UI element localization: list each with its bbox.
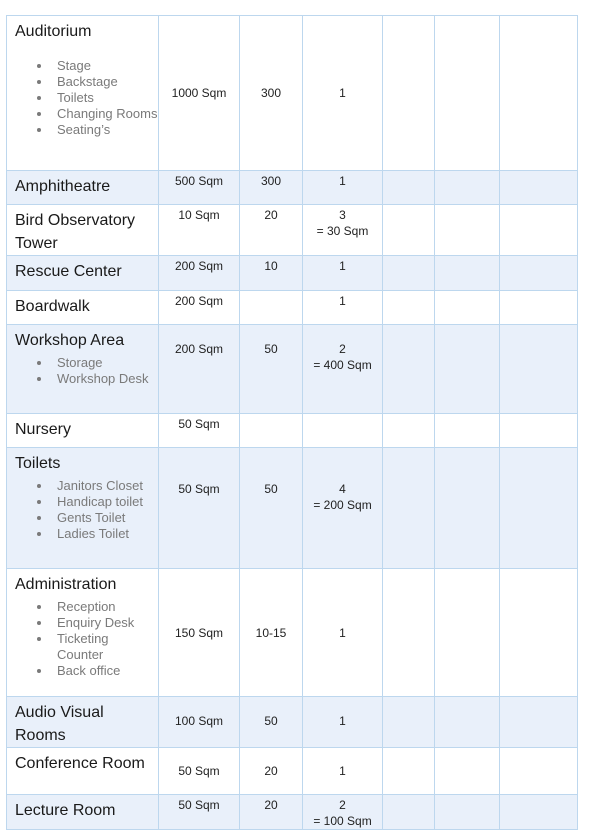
empty-cell bbox=[500, 697, 578, 748]
space-name: Administration bbox=[15, 576, 117, 593]
table-row bbox=[7, 795, 578, 830]
area-cell bbox=[159, 697, 240, 748]
sub-space-item: Handicap toilet bbox=[57, 494, 158, 510]
count-value: 1 bbox=[339, 625, 346, 640]
table-row bbox=[7, 569, 578, 697]
capacity-wrap bbox=[240, 291, 302, 293]
capacity-wrap bbox=[240, 325, 302, 357]
area-cell bbox=[159, 748, 240, 795]
empty-cell bbox=[435, 205, 500, 256]
empty-cell bbox=[383, 256, 435, 291]
sub-space-item: Reception bbox=[57, 599, 158, 615]
sub-space-list bbox=[7, 58, 158, 138]
area-value: 50 Sqm bbox=[178, 764, 220, 778]
area-wrap bbox=[159, 414, 239, 432]
table-row bbox=[7, 171, 578, 205]
space-cell bbox=[7, 256, 159, 291]
empty-cell bbox=[500, 16, 578, 171]
count-value: 1 bbox=[339, 259, 346, 273]
empty-cell bbox=[500, 205, 578, 256]
count-value: 1 bbox=[339, 174, 346, 188]
count-wrap bbox=[303, 795, 382, 829]
sub-space-item: Back office bbox=[57, 663, 158, 679]
space-name: Conference Room bbox=[15, 755, 145, 772]
count-total-value: = 400 Sqm bbox=[313, 358, 372, 372]
capacity-cell bbox=[240, 569, 303, 697]
capacity-cell bbox=[240, 448, 303, 569]
empty-cell bbox=[500, 414, 578, 448]
empty-cell bbox=[500, 171, 578, 205]
count-value: 1 bbox=[339, 764, 346, 778]
space-name: Amphitheatre bbox=[15, 178, 111, 195]
table-row bbox=[7, 16, 578, 171]
area-value: 150 Sqm bbox=[174, 625, 224, 640]
count-wrap bbox=[303, 171, 382, 189]
count-wrap bbox=[303, 448, 382, 513]
count-cell bbox=[303, 325, 383, 414]
count-value: 3 bbox=[339, 208, 346, 222]
count-cell bbox=[303, 171, 383, 205]
capacity-value: 20 bbox=[264, 208, 278, 222]
capacity-wrap bbox=[240, 414, 302, 416]
area-value: 50 Sqm bbox=[178, 417, 220, 431]
count-wrap bbox=[303, 256, 382, 274]
table-row bbox=[7, 256, 578, 291]
area-value: 100 Sqm bbox=[174, 713, 224, 728]
capacity-cell bbox=[240, 16, 303, 171]
empty-cell bbox=[500, 256, 578, 291]
area-wrap bbox=[159, 16, 239, 170]
empty-cell bbox=[383, 291, 435, 325]
empty-cell bbox=[500, 795, 578, 830]
count-total-value: = 100 Sqm bbox=[313, 814, 372, 828]
capacity-wrap bbox=[240, 171, 302, 189]
area-wrap bbox=[159, 569, 239, 696]
count-total-value: = 30 Sqm bbox=[316, 224, 369, 238]
area-cell bbox=[159, 291, 240, 325]
capacity-cell bbox=[240, 205, 303, 256]
area-cell bbox=[159, 414, 240, 448]
count-wrap bbox=[303, 748, 382, 794]
count-cell bbox=[303, 795, 383, 830]
area-wrap bbox=[159, 205, 239, 223]
count-value: 1 bbox=[339, 86, 346, 100]
area-value: 200 Sqm bbox=[174, 294, 224, 308]
count-value: 1 bbox=[339, 713, 346, 728]
sub-space-item: Gents Toilet bbox=[57, 510, 158, 526]
sub-space-list bbox=[7, 355, 158, 387]
capacity-cell bbox=[240, 256, 303, 291]
area-value: 200 Sqm bbox=[174, 342, 224, 356]
sub-space-item: Janitors Closet bbox=[57, 478, 158, 494]
capacity-cell bbox=[240, 795, 303, 830]
table-row bbox=[7, 291, 578, 325]
empty-cell bbox=[383, 748, 435, 795]
count-cell bbox=[303, 291, 383, 325]
count-cell bbox=[303, 748, 383, 795]
count-cell bbox=[303, 16, 383, 171]
area-wrap bbox=[159, 795, 239, 813]
space-cell bbox=[7, 569, 159, 697]
empty-cell bbox=[383, 448, 435, 569]
area-value: 500 Sqm bbox=[174, 174, 224, 188]
area-cell bbox=[159, 795, 240, 830]
capacity-cell bbox=[240, 171, 303, 205]
capacity-value: 10 bbox=[264, 259, 278, 273]
area-wrap bbox=[159, 171, 239, 189]
sub-space-item: Stage bbox=[57, 58, 158, 74]
area-wrap bbox=[159, 291, 239, 309]
sub-space-item: Seating’s bbox=[57, 122, 158, 138]
area-value: 50 Sqm bbox=[178, 798, 220, 812]
capacity-value: 300 bbox=[260, 174, 282, 188]
count-value: 2 bbox=[339, 798, 346, 812]
capacity-wrap bbox=[240, 205, 302, 223]
empty-cell bbox=[500, 291, 578, 325]
table-row bbox=[7, 205, 578, 256]
area-wrap bbox=[159, 697, 239, 744]
count-cell bbox=[303, 569, 383, 697]
empty-cell bbox=[500, 448, 578, 569]
count-cell bbox=[303, 414, 383, 448]
space-cell bbox=[7, 171, 159, 205]
area-wrap bbox=[159, 256, 239, 274]
empty-cell bbox=[435, 748, 500, 795]
empty-cell bbox=[383, 205, 435, 256]
capacity-wrap bbox=[240, 795, 302, 813]
capacity-value: 50 bbox=[264, 713, 278, 728]
space-name: Boardwalk bbox=[15, 298, 90, 315]
empty-cell bbox=[500, 325, 578, 414]
count-value: 1 bbox=[339, 294, 346, 308]
empty-cell bbox=[435, 291, 500, 325]
area-wrap bbox=[159, 448, 239, 497]
empty-cell bbox=[383, 16, 435, 171]
space-cell bbox=[7, 448, 159, 569]
space-cell bbox=[7, 291, 159, 325]
empty-cell bbox=[383, 795, 435, 830]
capacity-cell bbox=[240, 697, 303, 748]
count-wrap bbox=[303, 325, 382, 373]
count-total-value: = 200 Sqm bbox=[313, 498, 372, 512]
count-cell bbox=[303, 448, 383, 569]
count-value: 4 bbox=[339, 482, 346, 496]
empty-cell bbox=[435, 448, 500, 569]
space-cell bbox=[7, 697, 159, 748]
empty-cell bbox=[435, 256, 500, 291]
capacity-value: 20 bbox=[264, 798, 278, 812]
space-name: Audio Visual Rooms bbox=[15, 704, 104, 744]
space-name: Nursery bbox=[15, 421, 72, 438]
capacity-value: 10-15 bbox=[255, 625, 287, 640]
area-value: 10 Sqm bbox=[178, 208, 220, 222]
empty-cell bbox=[383, 414, 435, 448]
capacity-value: 20 bbox=[264, 764, 278, 778]
count-wrap bbox=[303, 291, 382, 309]
space-name: Rescue Center bbox=[15, 263, 122, 280]
space-cell bbox=[7, 414, 159, 448]
empty-cell bbox=[435, 414, 500, 448]
count-wrap bbox=[303, 569, 382, 696]
capacity-wrap bbox=[240, 748, 302, 794]
space-program-table bbox=[6, 15, 578, 830]
count-wrap bbox=[303, 414, 382, 416]
area-cell bbox=[159, 325, 240, 414]
space-cell bbox=[7, 325, 159, 414]
space-name: Bird Observatory Tower bbox=[15, 212, 136, 252]
empty-cell bbox=[383, 325, 435, 414]
count-cell bbox=[303, 256, 383, 291]
capacity-wrap bbox=[240, 569, 302, 696]
area-cell bbox=[159, 171, 240, 205]
empty-cell bbox=[383, 569, 435, 697]
empty-cell bbox=[383, 171, 435, 205]
capacity-value: 300 bbox=[260, 86, 282, 100]
table-row bbox=[7, 414, 578, 448]
space-name: Auditorium bbox=[15, 23, 92, 40]
space-name: Workshop Area bbox=[15, 332, 125, 349]
space-cell bbox=[7, 16, 159, 171]
empty-cell bbox=[435, 697, 500, 748]
count-wrap bbox=[303, 697, 382, 744]
empty-cell bbox=[435, 569, 500, 697]
sub-space-item: Backstage bbox=[57, 74, 158, 90]
area-cell bbox=[159, 448, 240, 569]
area-cell bbox=[159, 569, 240, 697]
count-cell bbox=[303, 697, 383, 748]
sub-space-item: Ticketing Counter bbox=[57, 631, 158, 663]
table-row bbox=[7, 748, 578, 795]
area-cell bbox=[159, 205, 240, 256]
capacity-cell bbox=[240, 325, 303, 414]
empty-cell bbox=[435, 16, 500, 171]
capacity-value: 50 bbox=[264, 342, 278, 356]
area-wrap bbox=[159, 748, 239, 794]
sub-space-item: Workshop Desk bbox=[57, 371, 158, 387]
table-row bbox=[7, 697, 578, 748]
empty-cell bbox=[383, 697, 435, 748]
capacity-cell bbox=[240, 414, 303, 448]
capacity-cell bbox=[240, 748, 303, 795]
empty-cell bbox=[500, 569, 578, 697]
space-cell bbox=[7, 748, 159, 795]
area-value: 50 Sqm bbox=[178, 482, 220, 496]
area-wrap bbox=[159, 325, 239, 357]
table-body bbox=[7, 16, 578, 830]
table-row bbox=[7, 448, 578, 569]
empty-cell bbox=[435, 795, 500, 830]
table-row bbox=[7, 325, 578, 414]
area-cell bbox=[159, 256, 240, 291]
area-value: 1000 Sqm bbox=[171, 86, 227, 100]
capacity-wrap bbox=[240, 16, 302, 170]
empty-cell bbox=[435, 171, 500, 205]
sub-space-item: Storage bbox=[57, 355, 158, 371]
capacity-wrap bbox=[240, 448, 302, 497]
count-cell bbox=[303, 205, 383, 256]
area-cell bbox=[159, 16, 240, 171]
space-name: Toilets bbox=[15, 455, 61, 472]
area-value: 200 Sqm bbox=[174, 259, 224, 273]
sub-space-list bbox=[7, 478, 158, 542]
sub-space-item: Enquiry Desk bbox=[57, 615, 158, 631]
capacity-cell bbox=[240, 291, 303, 325]
capacity-wrap bbox=[240, 697, 302, 744]
capacity-wrap bbox=[240, 256, 302, 274]
sub-space-item: Changing Rooms bbox=[57, 105, 158, 121]
space-name: Lecture Room bbox=[15, 802, 116, 819]
empty-cell bbox=[435, 325, 500, 414]
count-value: 2 bbox=[339, 342, 346, 356]
count-wrap bbox=[303, 16, 382, 170]
count-wrap bbox=[303, 205, 382, 239]
capacity-value: 50 bbox=[264, 482, 278, 496]
sub-space-item: Toilets bbox=[57, 90, 158, 106]
space-cell bbox=[7, 205, 159, 256]
space-cell bbox=[7, 795, 159, 830]
sub-space-item: Ladies Toilet bbox=[57, 526, 158, 542]
sub-space-list bbox=[7, 599, 158, 679]
empty-cell bbox=[500, 748, 578, 795]
